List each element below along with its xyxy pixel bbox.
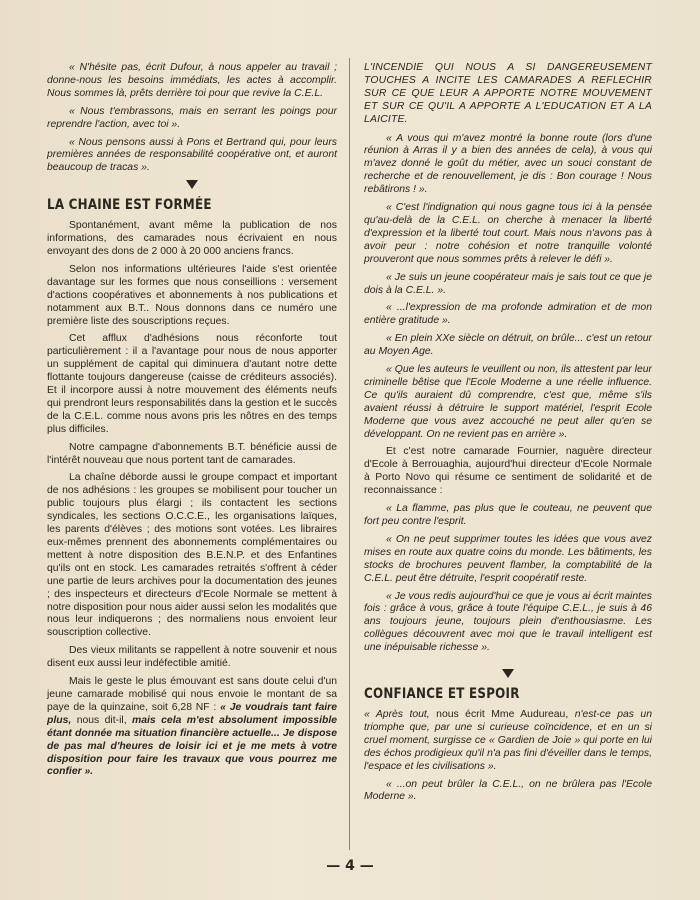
paragraph-audureau — [364, 709, 652, 774]
triangle-divider-icon — [186, 180, 198, 189]
reader-quote: « C'est l'indignation qui nous gagne tous ici à la pensée qu'au-delà de la C.E.L. on cherche à menacer la liberté d'expression et la liberté tout court. Mais nous n'avons pas à avoir peur : notre cohésion et notre tranquille volonté prouveront que nous sommes prêts à relever le défi ». — [364, 202, 652, 265]
reader-quote: « ...l'expression de ma profonde admiration et de mon entière gratitude ». — [364, 302, 652, 327]
quote-dufour-1: « N'hésite pas, écrit Dufour, à nous appeler au travail ; donne-nous les besoins immédiats, les actes à accomplir. Nous sommes là, prêts derrière toi pour que revive la C.E.L. — [47, 62, 337, 99]
reader-quote: « En plein XXe siècle on détruit, on brûle... c'est un retour au Moyen Age. — [364, 333, 652, 358]
text-run: n'est-ce pas un triomphe que, par une si curieuse coïncidence, et en un si cruel moment, surgisse ce « Gardien de Joie » qui porte en lui des échos prodigieux qu'il n'a pas fini d'éveiller dans le temps, l'espace et les civilisations ». — [364, 708, 652, 772]
text-run: Mais le geste le plus émouvant est sans doute celui d'un jeune camarade mobilisé qui nous envoie le montant de sa paye de la quinzaine, soit 6,28 NF : — [47, 676, 337, 713]
fournier-quote: « On ne peut supprimer toutes les idées que vous avez mises en route aux quatre coins du monde. Les bâtiments, les stocks de brochures peuvent flamber, la comptabilité de la C.E.L. peut être détruite, l'esprit coopératif reste. — [364, 533, 652, 584]
paragraph: La chaîne déborde aussi le groupe compact et important de nos adhésions : les groupes se mobilisent pour toucher un public toujours plus élargi ; ils contactent les sections syndicales, les sections O.C.C.E., les organisations laïques, les parents d'élèves ; des motions sont votées. Les libraires eux-mêmes prennent des abonnements complémentaires ou mettent à notre disposition des B.E.N.P. et des Enfantines qu'ils ont en stock. Les camarades retraités s'offrent à céder une partie de leurs archives pour la documentation des jeunes ; des inspecteurs et directeurs d'Ecole Normale se mettent à notre disposition pour nous aider aussi selon les modalités que nous leur indiquerons ; des normaliens nous envoient leur souscription collective. — [47, 472, 337, 639]
reader-quote: « Que les auteurs le veuillent ou non, ils attestent par leur criminelle bêtise que l'Ecole Moderne a une réelle influence. Ce qu'ils auraient dû comprendre, c'est que, même s'ils avaient réussi à détruire le support matériel, l'esprit Ecole Moderne que vous avez accouché ne peut aller qu'en se développant. On ne revient pas en arrière ». — [364, 364, 652, 440]
text-run: nous écrit Mme Audureau, — [436, 708, 569, 720]
text-run: mais cela m'est absolument impossible étant donnée ma situation financière actuelle... Je dispose de pas mal d'heures de loisir ici et je me mets à votre disposition pour faire les travaux que vous pourrez me confier ». — [47, 714, 337, 778]
page-number: — 4 — — [326, 858, 374, 874]
text-run: nous dit-il, — [76, 714, 127, 726]
text-run: « Je voudrais tant faire plus, — [47, 701, 338, 726]
paragraph: Cet afflux d'adhésions nous réconforte tout particulièrement : il a l'avantage pour nous de nous apporter un supplément de capital qui diminuera d'autant notre dette flottante toujours dangereuse (caisse de créditeurs associés). Et il incorpore aussi à notre mouvement des éléments neufs qui prendront leurs responsabilités dans la gestion et le succès de la C.E.L. comme nous avons pris les nôtres en des temps plus difficiles. — [47, 333, 337, 435]
paragraph-fournier: Et c'est notre camarade Fournier, naguère directeur d'Ecole à Berrouaghia, aujourd'hui directeur d'Ecole Normale à Porto Novo qui résume ce sentiment de solidarité et de reconnaissance : — [364, 446, 652, 497]
quote-dufour-2: « Nous t'embrassons, mais en serrant les poings pour reprendre l'action, avec toi ». — [47, 105, 337, 130]
reader-quote: « A vous qui m'avez montré la bonne route (lors d'une réunion à Arras il y a bien des années de cela), à vous qui m'avez donné le goût du métier, avec un souci constant de recherche et de renouvellement, je dis : Bon courage ! Nous rebâtirons ! ». — [364, 132, 652, 196]
fournier-quote: « Je vous redis aujourd'hui ce que je vous ai écrit maintes fois : grâce à vous, grâce à toute l'équipe C.E.L., je suis à 46 ans toujours jeune, toujours plein d'enthousiasme. Les collègues découvrent avec moi que le travail intelligent est une inépuisable richesse ». — [364, 590, 652, 654]
closing-quote: « ...on peut brûler la C.E.L., on ne brûlera pas l'Ecole Moderne ». — [364, 778, 652, 803]
paragraph-jeune-camarade — [47, 676, 337, 779]
column-divider — [349, 58, 350, 850]
right-column — [364, 62, 652, 809]
incendie-heading: L'INCENDIE QUI NOUS A SI DANGEREUSEMENT TOUCHES A INCITE LES CAMARADES A REFLECHIR SUR CE QUE LEUR A APPORTE NOTRE MOUVEMENT ET SUR CE QU'IL A APPORTE A L'EDUCATION ET A LA LAICITE. — [364, 62, 652, 125]
paragraph: Notre campagne d'abonnements B.T. bénéficie aussi de l'intérêt nouveau que nous portent tant de camarades. — [47, 441, 337, 466]
section-heading-confiance: CONFIANCE ET ESPOIR — [364, 686, 520, 703]
fournier-quote: « La flamme, pas plus que le couteau, ne peuvent que fort peu contre l'esprit. — [364, 503, 652, 527]
paragraph: Selon nos informations ultérieures l'aide s'est orientée davantage sur les formes que nous conseillions : versement d'actions coopératives et abonnements à nos publications et notamment aux B.T.. Nous donnons dans ce numéro une première liste des souscriptions reçues. — [47, 263, 337, 327]
left-column — [47, 62, 337, 784]
section-heading-chaine: LA CHAINE EST FORMÉE — [47, 197, 212, 214]
text-run: « Après tout, — [364, 708, 430, 720]
reader-quote: « Je suis un jeune coopérateur mais je sais tout ce que je dois à la C.E.L. ». — [364, 271, 652, 296]
paragraph: Spontanément, avant même la publication de nos informations, des camarades nous écrivaient en nous envoyant des dons de 2 000 à 20 000 anciens francs. — [47, 220, 337, 257]
paragraph: Des vieux militants se rappellent à notre souvenir et nous disent eux aussi leur indéfectible amitié. — [47, 645, 337, 670]
triangle-divider-icon — [502, 669, 514, 678]
quote-dufour-3: « Nous pensons aussi à Pons et Bertrand qui, pour leurs premières années de responsabilité coopérative ont, et auront beaucoup de tracas ». — [47, 136, 337, 174]
